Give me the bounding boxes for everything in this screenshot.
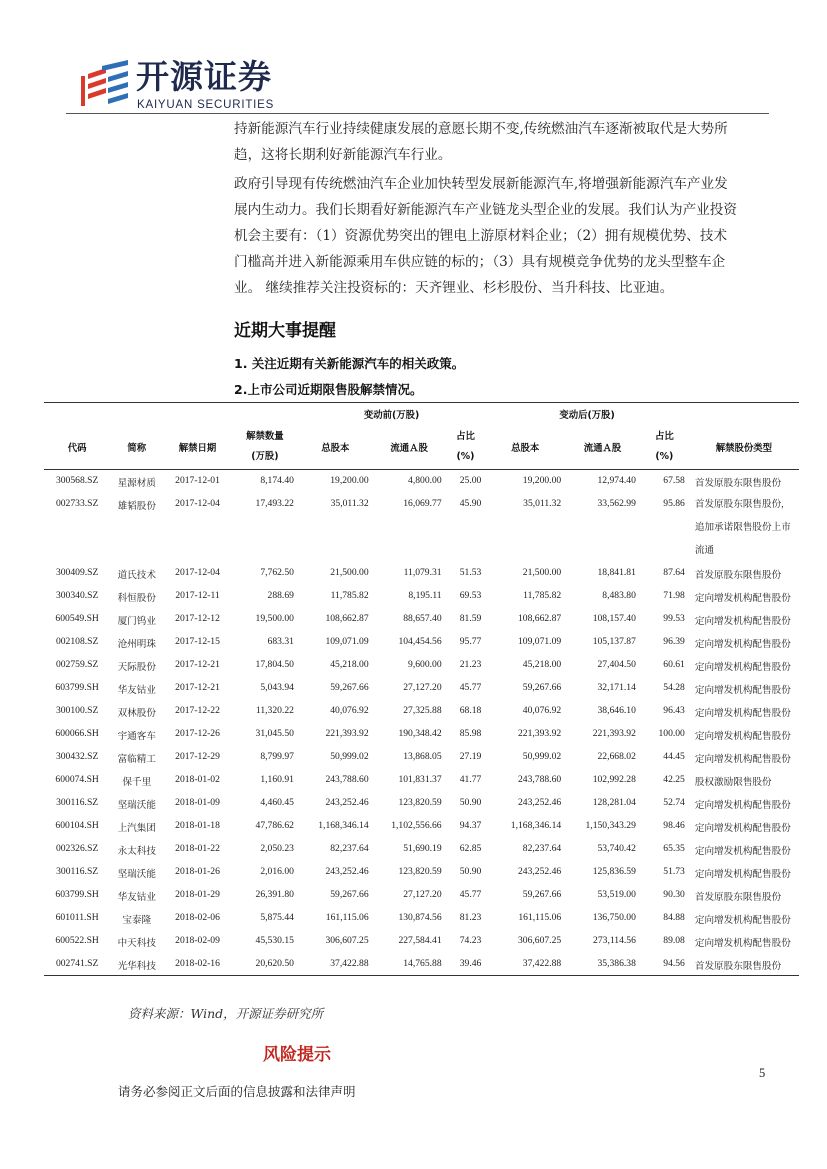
cell-float-after: 22,668.02: [597, 750, 636, 762]
cell-qty: 31,045.50: [255, 727, 294, 739]
cell-float-before: 130,874.56: [398, 911, 442, 923]
body-paragraph-2-line-5: 业。 继续推荐关注投资标的：天齐锂业、杉杉股份、当升科技、比亚迪。: [234, 280, 674, 296]
cell-name: 星源材质: [117, 478, 156, 489]
cell-type: 股权激励限售股份: [694, 776, 772, 788]
cell-date: 2018-02-06: [175, 911, 220, 923]
cell-qty: 20,620.50: [255, 957, 294, 969]
table-row: [44, 631, 799, 654]
cell-ratio-after: 65.35: [663, 842, 685, 854]
cell-total-before: 59,267.66: [330, 681, 369, 693]
cell-type: 定向增发机构配售股份: [694, 799, 791, 811]
cell-float-before: 9,600.00: [408, 658, 442, 670]
body-paragraph-2-line-1: 政府引导现有传统燃油汽车企业加快转型发展新能源汽车,将增强新能源汽车产业发: [234, 176, 728, 192]
cell-total-before: 243,252.46: [325, 865, 369, 877]
cell-float-after: 53,519.00: [597, 888, 636, 900]
section-title: 近期大事提醒: [234, 321, 336, 341]
cell-float-after: 105,137.87: [592, 635, 636, 647]
cell-float-before: 27,127.20: [403, 888, 442, 900]
cell-ratio-after: 54.28: [663, 681, 685, 693]
cell-date: 2017-12-12: [175, 612, 220, 624]
cell-type: 首发原股东限售股份: [694, 569, 782, 581]
cell-float-after: 136,750.00: [592, 911, 636, 923]
cell-total-after: 108,662.87: [518, 612, 562, 624]
cell-code: 300568.SZ: [55, 475, 99, 486]
cell-code: 603799.SH: [55, 888, 99, 900]
cell-ratio-after: 95.86: [663, 497, 685, 509]
cell-float-after: 12,974.40: [597, 475, 636, 486]
data-source-note: 资料来源：Wind，开源证券研究所: [128, 1006, 324, 1021]
body-paragraph-2-line-2: 展内生动力。我们长期看好新能源汽车产业链龙头型企业的发展。我们认为产业投资: [234, 202, 737, 218]
cell-date: 2017-12-21: [175, 681, 220, 693]
cell-total-after: 21,500.00: [522, 566, 562, 578]
cell-ratio-after: 60.61: [663, 658, 685, 670]
cell-qty: 19,500.00: [255, 612, 294, 624]
legal-disclaimer: 请务必参阅正文后面的信息披露和法律声明: [118, 1084, 356, 1099]
cell-ratio-after: 71.98: [663, 589, 685, 601]
cell-total-before: 59,267.66: [330, 888, 369, 900]
col-type: 解禁股份类型: [715, 443, 773, 454]
cell-total-after: 243,252.46: [518, 865, 562, 877]
cell-type-line-1: 首发原股东限售股份,: [694, 498, 784, 510]
col-ratio-after-label: 占比: [654, 431, 674, 442]
cell-total-before: 306,607.25: [325, 934, 369, 946]
table-row: [44, 562, 799, 585]
cell-name: 雄韬股份: [117, 500, 156, 512]
cell-total-before: 243,252.46: [325, 796, 369, 808]
cell-ratio-after: 51.73: [663, 865, 685, 877]
cell-qty: 7,762.50: [260, 566, 294, 578]
cell-ratio-after: 89.08: [663, 934, 685, 946]
cell-name: 中天科技: [117, 937, 156, 949]
cell-date: 2017-12-26: [175, 727, 220, 739]
cell-code: 600104.SH: [55, 819, 99, 831]
cell-type: 首发原股东限售股份: [694, 478, 782, 489]
cell-code: 600549.SH: [55, 612, 99, 624]
table-row: [44, 907, 799, 930]
cell-type: 定向增发机构配售股份: [694, 822, 791, 834]
cell-float-before: 1,102,556.66: [391, 819, 442, 831]
cell-date: 2017-12-01: [175, 475, 220, 486]
cell-total-before: 45,218.00: [330, 658, 369, 670]
cell-name: 华友钴业: [117, 684, 156, 696]
cell-code: 300432.SZ: [55, 750, 99, 762]
table-group-header-row: [44, 403, 799, 426]
cell-ratio-after: 99.53: [663, 612, 685, 624]
cell-name: 道氏技术: [117, 569, 156, 581]
cell-total-after: 37,422.88: [522, 957, 562, 969]
cell-float-after: 33,562.99: [597, 497, 636, 509]
cell-type-line-2: 追加承诺限售股份上市: [694, 521, 791, 533]
cell-name: 富临精工: [117, 753, 156, 765]
cell-float-before: 51,690.19: [403, 842, 442, 854]
cell-total-before: 11,785.82: [330, 589, 369, 601]
cell-code: 002759.SZ: [55, 658, 99, 670]
cell-float-before: 14,765.88: [403, 957, 442, 969]
cell-ratio-after: 96.43: [663, 704, 685, 716]
cell-type: 定向增发机构配售股份: [694, 684, 791, 696]
cell-total-after: 59,267.66: [522, 681, 562, 693]
cell-code: 002108.SZ: [55, 635, 99, 647]
cell-code: 300116.SZ: [56, 796, 99, 808]
table-row: [44, 930, 799, 953]
table-row: [44, 953, 799, 976]
col-qty-unit: (万股): [251, 451, 279, 462]
page-number: 5: [759, 1066, 766, 1080]
cell-ratio-after: 90.30: [663, 888, 685, 900]
cell-ratio-before: 45.90: [459, 497, 482, 509]
lockup-table: [44, 402, 799, 976]
cell-ratio-before: 81.59: [459, 612, 482, 624]
cell-date: 2018-01-09: [175, 796, 220, 808]
cell-type: 定向增发机构配售股份: [694, 707, 791, 719]
cell-qty: 5,875.44: [260, 911, 294, 923]
table-row: [44, 792, 799, 815]
cell-float-after: 35,386.38: [597, 957, 636, 969]
cell-total-after: 243,788.60: [518, 773, 562, 785]
cell-code: 300340.SZ: [55, 589, 99, 601]
cell-ratio-before: 50.90: [459, 796, 482, 808]
cell-qty: 47,786.62: [255, 819, 294, 831]
cell-date: 2018-01-18: [175, 819, 220, 831]
cell-date: 2018-01-26: [175, 865, 220, 877]
cell-code: 601011.SH: [55, 911, 99, 923]
cell-ratio-before: 95.77: [459, 635, 482, 647]
table-row: [44, 700, 799, 723]
cell-code: 600522.SH: [55, 934, 99, 946]
cell-date: 2017-12-22: [175, 704, 220, 716]
header-divider: [66, 113, 769, 114]
cell-ratio-before: 21.23: [459, 658, 482, 670]
cell-date: 2018-01-22: [175, 842, 220, 854]
cell-ratio-after: 96.39: [663, 635, 685, 647]
reminder-item-1: 1. 关注近期有关新能源汽车的相关政策。: [234, 356, 465, 371]
group-before-header: 变动前(万股): [363, 410, 420, 421]
cell-code: 300116.SZ: [56, 865, 99, 877]
cell-float-before: 123,820.59: [398, 865, 442, 877]
cell-qty: 683.31: [267, 635, 294, 647]
table-row: [44, 746, 799, 769]
cell-total-after: 35,011.32: [523, 497, 562, 509]
cell-code: 002741.SZ: [55, 957, 99, 969]
col-date: 解禁日期: [178, 443, 217, 454]
cell-ratio-before: 41.77: [459, 773, 482, 785]
cell-date: 2018-01-29: [175, 888, 220, 900]
cell-ratio-after: 42.25: [663, 773, 685, 785]
cell-code: 600074.SH: [55, 773, 99, 785]
cell-float-after: 32,171.14: [597, 681, 636, 693]
cell-date: 2018-01-02: [175, 773, 220, 785]
cell-total-before: 161,115.06: [325, 911, 369, 923]
cell-date: 2017-12-21: [175, 658, 220, 670]
cell-ratio-before: 45.77: [459, 888, 482, 900]
cell-date: 2017-12-11: [175, 589, 220, 601]
col-ratio-after: [640, 425, 689, 470]
cell-float-after: 38,646.10: [597, 704, 636, 716]
cell-date: 2018-02-16: [175, 957, 220, 969]
cell-ratio-before: 81.23: [459, 911, 482, 923]
kaiyuan-logo-icon: [78, 60, 130, 112]
cell-total-after: 59,267.66: [522, 888, 562, 900]
logo-chinese-name: 开源证券: [136, 57, 272, 96]
cell-name: 双林股份: [117, 707, 156, 719]
cell-float-before: 88,657.40: [403, 612, 442, 624]
cell-total-before: 109,071.09: [325, 635, 369, 647]
table-row: [44, 585, 799, 608]
cell-total-after: 161,115.06: [518, 911, 562, 923]
cell-float-before: 190,348.42: [398, 727, 442, 739]
cell-float-before: 4,800.00: [408, 475, 442, 486]
cell-qty: 288.69: [267, 589, 294, 601]
cell-total-after: 1,168,346.14: [510, 819, 562, 831]
col-ratio-after-unit: (%): [655, 451, 674, 462]
cell-type: 定向增发机构配售股份: [694, 615, 791, 627]
cell-ratio-after: 44.45: [663, 750, 685, 762]
col-total-after: 总股本: [511, 443, 540, 454]
body-paragraph-2-line-4: 门槛高并进入新能源乘用车供应链的标的；（3）具有规模竞争优势的龙头型整车企: [234, 254, 726, 270]
cell-code: 603799.SH: [55, 681, 99, 693]
cell-total-before: 21,500.00: [330, 566, 369, 578]
cell-ratio-after: 98.46: [663, 819, 685, 831]
cell-type: 定向增发机构配售股份: [694, 661, 791, 673]
col-ratio-before-label: 占比: [456, 431, 475, 442]
cell-float-after: 18,841.81: [597, 566, 636, 578]
cell-type: 定向增发机构配售股份: [694, 937, 791, 949]
col-qty: [232, 425, 298, 470]
cell-ratio-after: 84.88: [663, 911, 685, 923]
cell-name: 宇通客车: [117, 730, 156, 742]
group-after-header: 变动后(万股): [559, 410, 615, 421]
table-row: [44, 815, 799, 838]
cell-qty: 8,799.97: [260, 750, 294, 762]
cell-qty: 11,320.22: [255, 704, 294, 716]
cell-name: 坚瑞沃能: [117, 799, 156, 811]
cell-total-before: 108,662.87: [325, 612, 369, 624]
cell-ratio-after: 87.64: [663, 566, 685, 578]
cell-total-before: 243,788.60: [325, 773, 369, 785]
cell-code: 002733.SZ: [55, 497, 99, 509]
cell-float-before: 27,325.88: [403, 704, 442, 716]
cell-total-after: 306,607.25: [518, 934, 562, 946]
table-row: [44, 608, 799, 631]
cell-float-after: 102,992.28: [592, 773, 636, 785]
cell-ratio-before: 25.00: [459, 475, 482, 486]
table-row: [44, 861, 799, 884]
cell-float-before: 123,820.59: [398, 796, 442, 808]
cell-float-after: 108,157.40: [592, 612, 636, 624]
cell-ratio-before: 68.18: [459, 704, 482, 716]
cell-name: 宝泰隆: [122, 914, 152, 926]
cell-ratio-before: 39.46: [459, 957, 482, 969]
cell-total-after: 109,071.09: [518, 635, 562, 647]
cell-ratio-before: 69.53: [459, 589, 482, 601]
cell-total-before: 221,393.92: [325, 727, 369, 739]
body-paragraph-1-line-2: 趋，这将长期利好新能源汽车行业。: [234, 147, 452, 163]
col-ratio-before: [446, 425, 486, 470]
cell-qty: 8,174.40: [260, 475, 294, 486]
cell-total-before: 1,168,346.14: [318, 819, 369, 831]
cell-qty: 26,391.80: [255, 888, 294, 900]
cell-type: 定向增发机构配售股份: [694, 592, 791, 604]
table-row: [44, 769, 799, 792]
cell-qty: 2,016.00: [260, 865, 294, 877]
cell-type: [689, 493, 799, 562]
cell-float-after: 1,150,343.29: [585, 819, 636, 831]
risk-warning-title: 风险提示: [263, 1045, 331, 1065]
cell-ratio-after: 94.56: [663, 957, 685, 969]
cell-type-line-3: 流通: [694, 544, 715, 556]
cell-name: 上汽集团: [117, 822, 156, 834]
cell-total-before: 35,011.32: [330, 497, 369, 509]
col-code: 代码: [67, 443, 87, 454]
col-name: 简称: [127, 443, 147, 454]
cell-name: 保千里: [122, 776, 152, 788]
cell-type: 首发原股东限售股份: [694, 891, 782, 903]
cell-ratio-before: 85.98: [459, 727, 482, 739]
cell-float-after: 53,740.42: [597, 842, 636, 854]
cell-ratio-after: 52.74: [663, 796, 685, 808]
cell-total-after: 82,237.64: [522, 842, 562, 854]
cell-float-before: 227,584.41: [398, 934, 442, 946]
cell-float-after: 273,114.56: [593, 934, 636, 946]
cell-float-after: 8,483.80: [602, 589, 636, 601]
cell-code: 600066.SH: [55, 727, 99, 739]
cell-name: 厦门钨业: [117, 615, 156, 627]
col-float-after: 流通Ａ股: [583, 443, 622, 454]
cell-ratio-before: 50.90: [459, 865, 482, 877]
cell-date: 2017-12-29: [175, 750, 220, 762]
page-header: [0, 0, 827, 120]
cell-type: 定向增发机构配售股份: [694, 914, 791, 926]
cell-ratio-before: 94.37: [459, 819, 482, 831]
cell-type: 定向增发机构配售股份: [694, 845, 791, 857]
cell-total-after: 11,785.82: [523, 589, 562, 601]
cell-total-after: 45,218.00: [522, 658, 562, 670]
body-paragraph-1-line-1: 持新能源汽车行业持续健康发展的意愿长期不变,传统燃油汽车逐渐被取代是大势所: [234, 121, 728, 137]
cell-code: 300409.SZ: [55, 566, 99, 578]
cell-code: 300100.SZ: [55, 704, 99, 716]
lockup-expiry-table: [44, 402, 799, 976]
table-row: [44, 677, 799, 700]
table-row: [44, 493, 799, 562]
cell-float-before: 16,069.77: [403, 497, 442, 509]
cell-total-after: 19,200.00: [522, 475, 562, 486]
cell-type: 定向增发机构配售股份: [694, 730, 791, 742]
cell-type: 定向增发机构配售股份: [694, 753, 791, 765]
cell-type: 首发原股东限售股份: [694, 960, 782, 972]
col-float-before: 流通Ａ股: [390, 443, 428, 454]
cell-name: 天际股份: [117, 661, 156, 673]
cell-total-before: 50,999.02: [330, 750, 369, 762]
cell-date: 2017-12-15: [175, 635, 220, 647]
cell-float-before: 11,079.31: [403, 566, 442, 578]
table-header-row: [44, 425, 799, 470]
reminder-item-2: 2.上市公司近期限售股解禁情况。: [234, 382, 423, 397]
cell-ratio-after: 100.00: [658, 727, 685, 739]
cell-float-before: 27,127.20: [403, 681, 442, 693]
cell-float-after: 128,281.04: [592, 796, 636, 808]
cell-ratio-before: 51.53: [459, 566, 482, 578]
cell-float-before: 104,454.56: [398, 635, 442, 647]
cell-total-after: 40,076.92: [522, 704, 562, 716]
cell-total-after: 50,999.02: [522, 750, 562, 762]
table-row: [44, 470, 799, 493]
cell-code: 002326.SZ: [55, 842, 99, 854]
cell-float-before: 8,195.11: [408, 589, 442, 601]
cell-qty: 5,043.94: [260, 681, 294, 693]
cell-total-after: 221,393.92: [518, 727, 562, 739]
cell-name: 沧州明珠: [117, 638, 156, 650]
cell-ratio-before: 74.23: [459, 934, 482, 946]
table-row: [44, 654, 799, 677]
cell-name: 华友钴业: [117, 891, 156, 903]
cell-total-after: 243,252.46: [518, 796, 562, 808]
table-row: [44, 723, 799, 746]
logo-english-name: KAIYUAN SECURITIES: [137, 99, 275, 111]
cell-name: 光华科技: [117, 960, 156, 972]
cell-float-before: 101,831.37: [398, 773, 442, 785]
cell-total-before: 82,237.64: [330, 842, 369, 854]
cell-qty: 17,493.22: [255, 497, 294, 509]
cell-ratio-before: 27.19: [459, 750, 482, 762]
col-total-before: 总股本: [321, 443, 350, 454]
cell-type: 定向增发机构配售股份: [694, 638, 791, 650]
cell-total-before: 40,076.92: [330, 704, 369, 716]
cell-ratio-after: 67.58: [663, 475, 685, 486]
cell-ratio-before: 45.77: [459, 681, 482, 693]
cell-total-before: 37,422.88: [330, 957, 369, 969]
cell-date: 2018-02-09: [175, 934, 220, 946]
cell-float-after: 27,404.50: [597, 658, 636, 670]
cell-qty: 45,530.15: [255, 934, 294, 946]
table-row: [44, 884, 799, 907]
cell-float-after: 125,836.59: [592, 865, 636, 877]
cell-qty: 1,160.91: [260, 773, 294, 785]
col-ratio-before-unit: (%): [456, 451, 475, 462]
cell-qty: 4,460.45: [260, 796, 294, 808]
cell-name: 科恒股份: [117, 592, 156, 604]
cell-float-before: 13,868.05: [403, 750, 442, 762]
cell-date: 2017-12-04: [175, 497, 220, 509]
cell-total-before: 19,200.00: [330, 475, 369, 486]
cell-name: 永太科技: [117, 845, 156, 857]
cell-date: 2017-12-04: [175, 566, 220, 578]
cell-qty: 17,804.50: [255, 658, 294, 670]
cell-qty: 2,050.23: [260, 842, 294, 854]
cell-type: 定向增发机构配售股份: [694, 868, 791, 880]
cell-float-after: 221,393.92: [592, 727, 636, 739]
cell-name: 坚瑞沃能: [117, 868, 156, 880]
cell-ratio-before: 62.85: [459, 842, 482, 854]
col-qty-label: 解禁数量: [246, 431, 284, 442]
body-paragraph-2-line-3: 机会主要有：（1）资源优势突出的锂电上游原材料企业；（2）拥有规模优势、技术: [234, 228, 728, 244]
table-row: [44, 838, 799, 861]
